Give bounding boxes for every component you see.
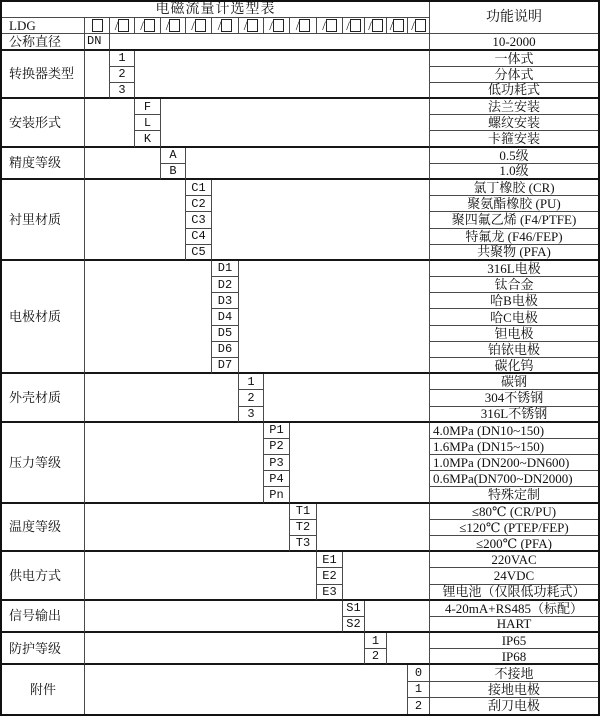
function-cell: 220VAC — [430, 552, 598, 568]
checkbox-glyph — [247, 19, 258, 32]
spacer-cell — [85, 601, 343, 633]
spacer-cell — [85, 99, 135, 148]
spacer-cell — [85, 423, 264, 504]
function-cell: 刮刀电极 — [487, 698, 540, 714]
model-code-slot — [264, 18, 290, 34]
category-label: 压力等级 — [2, 423, 85, 504]
model-code-slot — [343, 18, 365, 34]
category-label: 信号输出 — [2, 601, 85, 633]
code-cell: E2 — [317, 568, 343, 584]
spacer-cell — [85, 374, 239, 423]
checkbox-glyph — [415, 19, 426, 32]
slash-glyph: / — [322, 18, 326, 34]
checkbox-glyph — [92, 19, 103, 32]
function-cell: 卡箍安装 — [430, 131, 598, 147]
category-label: 精度等级 — [2, 148, 85, 180]
function-cell: HART — [430, 617, 598, 633]
code-cell: B — [161, 164, 186, 180]
code-cell: 1 — [110, 51, 135, 67]
code-cell: D5 — [212, 326, 239, 342]
function-cell: IP65 — [430, 633, 598, 649]
checkbox-glyph — [195, 19, 206, 32]
table-title: 电磁流量计选型表 — [2, 2, 430, 18]
function-cell: IP68 — [430, 649, 598, 665]
code-cell: D7 — [212, 358, 239, 374]
spacer-cell — [186, 148, 430, 180]
code-cell: 2 — [365, 649, 387, 665]
function-cell: 哈C电极 — [430, 309, 598, 325]
function-cell: 特殊定制 — [430, 487, 598, 503]
diameter-label: 公称直径 — [2, 34, 85, 50]
function-cell: 304不锈钢 — [430, 390, 598, 406]
function-cell: 聚四氟乙烯 (F4/PTFE) — [430, 212, 598, 228]
spacer-cell — [85, 261, 212, 374]
code-cell: T1 — [290, 504, 317, 520]
function-cell: 钽电极 — [430, 326, 598, 342]
code-cell: 2 — [110, 67, 135, 83]
model-code-slot — [212, 18, 239, 34]
code-cell: D3 — [212, 293, 239, 309]
spacer-cell — [365, 601, 430, 633]
category-label: 电极材质 — [2, 261, 85, 374]
spacer-cell — [317, 504, 430, 553]
model-code-slot — [290, 18, 317, 34]
category-label: 供电方式 — [2, 552, 85, 601]
spacer-cell — [85, 633, 365, 665]
code-cell: P3 — [264, 455, 290, 471]
checkbox-glyph — [372, 19, 383, 32]
spacer-cell — [135, 51, 430, 100]
function-cell: 螺纹安装 — [430, 115, 598, 131]
code-cell: S2 — [343, 617, 365, 633]
spacer-cell — [85, 665, 408, 714]
category-label: 温度等级 — [2, 504, 85, 553]
diameter-value: 10-2000 — [430, 34, 598, 50]
function-cell: 分体式 — [430, 67, 598, 83]
code-cell: C2 — [186, 196, 212, 212]
code-cell: E1 — [317, 552, 343, 568]
function-cell: 哈B电极 — [430, 293, 598, 309]
spacer-cell — [290, 423, 430, 504]
code-cell: D1 — [212, 261, 239, 277]
code-cell: S1 — [343, 601, 365, 617]
checkbox-glyph — [169, 19, 180, 32]
spacer-cell — [85, 51, 110, 100]
code-cell: D4 — [212, 309, 239, 325]
checkbox-glyph — [350, 19, 361, 32]
code-cell: T2 — [290, 520, 317, 536]
code-cell: K — [135, 131, 161, 147]
function-cell: 接地电极 — [430, 682, 598, 698]
function-cell: ≤120℃ (PTEP/FEP) — [430, 520, 598, 536]
checkbox-glyph — [299, 19, 310, 32]
spacer-cell — [212, 180, 430, 261]
code-cell: F — [135, 99, 161, 115]
checkbox-glyph — [393, 19, 404, 32]
code-cell: C1 — [186, 180, 212, 196]
category-label: 外壳材质 — [2, 374, 85, 423]
slash-glyph: / — [140, 18, 144, 34]
function-cell: 一体式 — [430, 51, 598, 67]
code-cell: 3 — [110, 83, 135, 99]
code-cell: C3 — [186, 212, 212, 228]
function-cell: 铂铱电极 — [430, 342, 598, 358]
function-cell: 0.5级 — [430, 148, 598, 164]
checkbox-glyph — [273, 19, 284, 32]
category-label: 附件 — [2, 665, 85, 714]
function-cell: 1.0MPa (DN200~DN600) — [430, 455, 598, 471]
code-cell: P2 — [264, 439, 290, 455]
function-cell: 不接地 — [430, 665, 598, 681]
function-cell: 聚氨酯橡胶 (PU) — [430, 196, 598, 212]
model-code-slot — [110, 18, 135, 34]
function-cell: 316L电极 — [430, 261, 598, 277]
code-cell: 3 — [239, 407, 264, 423]
code-cell: E3 — [317, 585, 343, 601]
diameter-code: DN — [85, 34, 110, 50]
checkbox-glyph — [118, 19, 129, 32]
code-cell: D6 — [212, 342, 239, 358]
category-label: 转换器类型 — [2, 51, 85, 100]
function-cell: 钛合金 — [430, 277, 598, 293]
code-cell: P1 — [264, 423, 290, 439]
function-cell: 1.0级 — [430, 164, 598, 180]
spacer-cell — [239, 261, 430, 374]
slash-glyph: / — [346, 18, 350, 34]
function-cell: 4.0MPa (DN10~150) — [430, 423, 598, 439]
spacer-cell — [85, 180, 186, 261]
spacer-cell — [85, 504, 290, 553]
code-cell: 2 — [408, 698, 430, 714]
spacer-cell — [85, 552, 317, 601]
function-cell: 低功耗式 — [430, 83, 598, 99]
slash-glyph: / — [243, 18, 248, 34]
model-code-slot — [317, 18, 343, 34]
function-cell: 碳化钨 — [430, 358, 598, 374]
code-cell: D2 — [212, 277, 239, 293]
checkbox-glyph — [144, 19, 155, 32]
slash-glyph: / — [165, 18, 170, 34]
model-code-slot — [387, 18, 408, 34]
checkbox-glyph — [326, 19, 337, 32]
slash-glyph: / — [217, 18, 222, 34]
code-cell: 0 — [408, 665, 430, 681]
model-code-slot — [408, 18, 430, 34]
spacer-cell — [387, 633, 430, 665]
spacer-cell — [264, 374, 430, 423]
spacer-cell — [343, 552, 430, 601]
function-cell: 特氟龙 (F46/FEP) — [430, 229, 598, 245]
spacer-cell — [161, 99, 430, 148]
code-cell: C5 — [186, 245, 212, 261]
code-cell: L — [135, 115, 161, 131]
code-cell: 1 — [365, 633, 387, 649]
function-cell: 锂电池（仅限低功耗式） — [430, 585, 598, 601]
code-cell: 2 — [239, 390, 264, 406]
code-cell: A — [161, 148, 186, 164]
code-cell: T3 — [290, 536, 317, 552]
category-label: 安装形式 — [2, 99, 85, 148]
function-cell: ≤80℃ (CR/PU) — [430, 504, 598, 520]
slash-glyph: / — [269, 18, 273, 34]
code-cell: 1 — [239, 374, 264, 390]
model-code-slot — [186, 18, 212, 34]
function-cell: 碳钢 — [430, 374, 598, 390]
function-column-header: 功能说明 — [430, 2, 598, 34]
slash-glyph: / — [368, 18, 372, 34]
model-code-slot — [135, 18, 161, 34]
function-cell: 24VDC — [430, 568, 598, 584]
category-label: 防护等级 — [2, 633, 85, 665]
code-cell: P4 — [264, 471, 290, 487]
model-code-slot — [161, 18, 186, 34]
model-code-slot-first — [85, 18, 110, 34]
function-cell: 氯丁橡胶 (CR) — [430, 180, 598, 196]
slash-glyph: / — [114, 18, 119, 34]
function-cell: 4-20mA+RS485（标配） — [430, 601, 598, 617]
spacer-cell — [110, 34, 430, 50]
slash-glyph: / — [191, 18, 195, 34]
checkbox-glyph — [221, 19, 232, 32]
function-cell: 0.6MPa(DN700~DN2000) — [430, 471, 598, 487]
function-cell: 法兰安装 — [430, 99, 598, 115]
function-cell: 316L不锈钢 — [430, 407, 598, 423]
model-code-slot — [239, 18, 264, 34]
function-cell: 1.6MPa (DN15~150) — [430, 439, 598, 455]
code-cell: C4 — [186, 229, 212, 245]
category-label: 衬里材质 — [2, 180, 85, 261]
code-cell: 1 — [408, 682, 430, 698]
function-cell: ≤200℃ (PFA) — [430, 536, 598, 552]
slash-glyph: / — [389, 18, 394, 34]
model-code-slot — [365, 18, 387, 34]
slash-glyph: / — [295, 18, 300, 34]
code-cell: Pn — [264, 487, 290, 503]
spacer-cell — [85, 148, 161, 180]
model-prefix: LDG — [2, 18, 85, 34]
function-cell: 共聚物 (PFA) — [430, 245, 598, 261]
slash-glyph: / — [411, 18, 415, 34]
